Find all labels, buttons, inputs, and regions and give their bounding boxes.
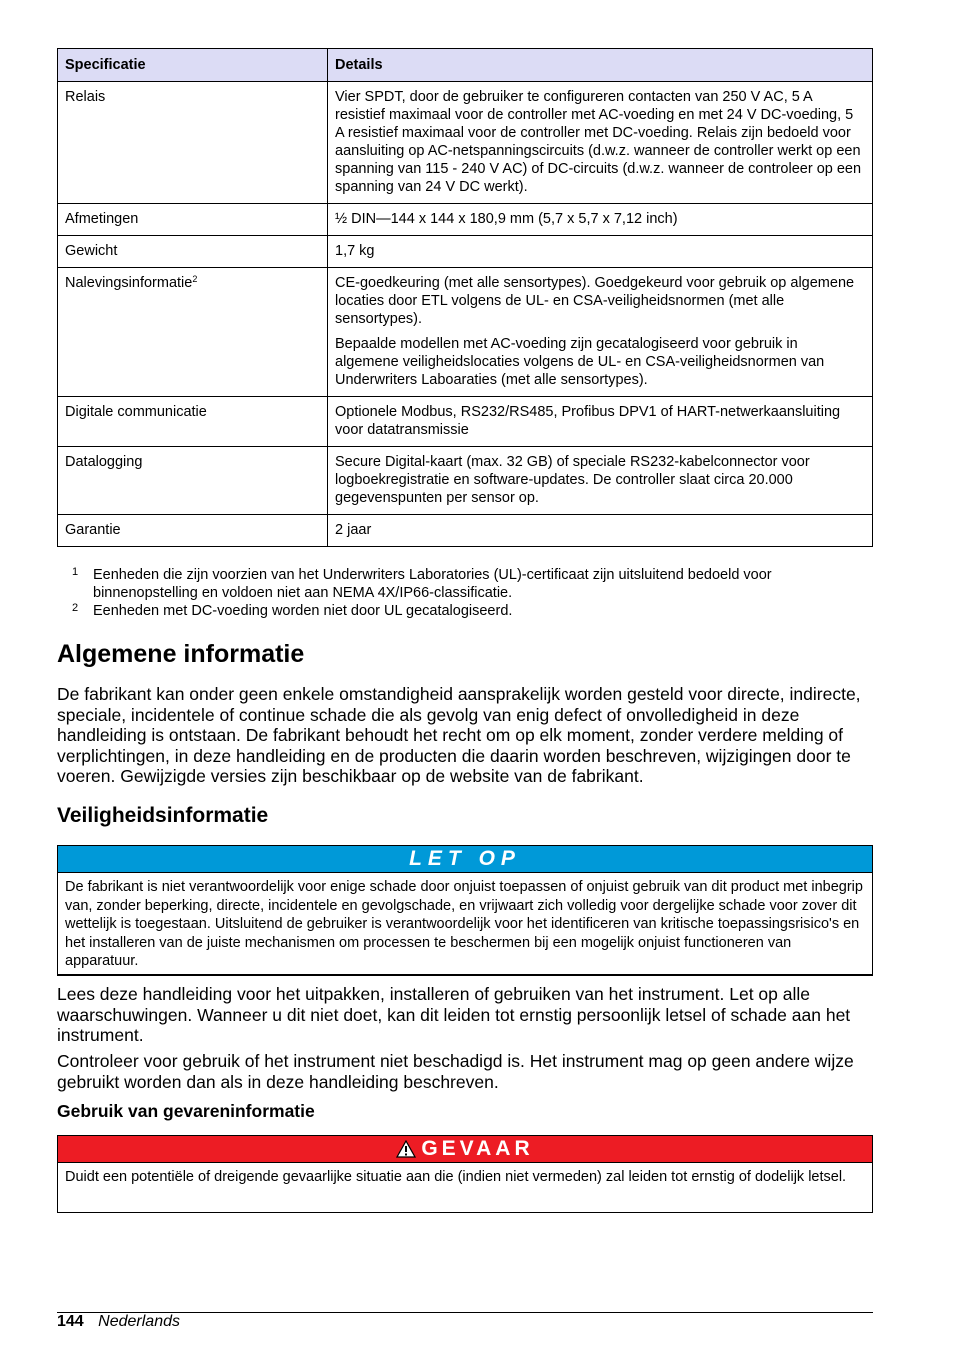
table-row (58, 236, 873, 268)
spec-name: Datalogging (65, 454, 143, 470)
spec-name: Digitale communicatie (65, 404, 207, 420)
spec-details-text: Secure Digital-kaart (max. 32 GB) of speciale RS232-kabelconnector voor logboekregistratie en software-updates. De controller slaat circa 20.000 gegevenspunten per sensor op. (335, 454, 810, 506)
danger-label: GEVAAR (421, 1137, 534, 1160)
caution-header (58, 846, 872, 873)
footer-language: Nederlands (98, 1313, 180, 1330)
page-number: 144 (57, 1313, 84, 1330)
column-header-specification: Specificatie (58, 49, 328, 82)
spec-details-text: 2 jaar (335, 522, 372, 538)
footnotes (57, 566, 873, 620)
spec-details-text: Bepaalde modellen met AC-voeding zijn gecatalogiseerd voor gebruik in algemene veiligheidslocaties volgens de UL- en CSA-veiligheidsnormen van Underwriters Laboaraties (met alle sensortypes). (335, 336, 825, 388)
caution-text: De fabrikant is niet verantwoordelijk voor enige schade door onjuist toepassen of onjuist gebruik van dit product met inbegrip van, zonder beperking, directe, incidentele en gevolgschade, en vrijwaart zich volledig voor dergelijke schade voor zover dit wettelijk is toegestaan. Uitsluitend de gebruiker is verantwoordelijk voor het identificeren van kritische toepassingsrisico's en het installeren van de juiste mechanismen om processen te beschermen bij een mogelijk onjuist functioneren van apparatuur. (65, 879, 863, 969)
table-row (58, 447, 873, 515)
table-body (58, 82, 873, 547)
spec-details-text: 1,7 kg (335, 243, 375, 259)
footnote-reference: 2 (192, 274, 198, 284)
spec-name: Afmetingen (65, 211, 139, 227)
safety-paragraph-2: Controleer voor gebruik of het instrument niet beschadigd is. Het instrument mag op geen andere wijze gebruikt worden dan als in deze handleiding beschreven. (57, 1051, 854, 1092)
spec-name-cell (58, 236, 328, 268)
subsection-title-hazard: Gebruik van gevareninformatie (57, 1101, 315, 1121)
spec-details-text: CE-goedkeuring (met alle sensortypes). Goedgekeurd voor gebruik op algemene locaties door ETL volgens de UL- en CSA-veiligheidsnormen (met alle sensortypes). (335, 275, 855, 327)
table-row (58, 515, 873, 547)
table-header-row (58, 49, 873, 82)
spec-name: Gewicht (65, 243, 118, 259)
section-title-general: Algemene informatie (57, 640, 305, 668)
spec-name: Garantie (65, 522, 121, 538)
section-title-safety: Veiligheidsinformatie (57, 804, 269, 827)
specifications-table (57, 48, 873, 547)
footnote-number: 1 (72, 566, 79, 578)
spec-name-cell (58, 397, 328, 447)
page-footer (57, 1313, 180, 1331)
spec-name: Nalevingsinformatie (65, 275, 193, 291)
table-row (58, 82, 873, 204)
spec-details-cell (328, 447, 873, 515)
danger-box (57, 1135, 873, 1213)
footnote-text: Eenheden die zijn voorzien van het Underwriters Laboratories (UL)-certificaat zijn uitsluitend bedoeld voor binnenopstelling en voldoen niet aan NEMA 4X/IP66-classificatie. (93, 567, 772, 601)
table-row (58, 268, 873, 397)
table-row (58, 204, 873, 236)
spec-name-cell (58, 82, 328, 204)
warning-triangle-icon (396, 1140, 416, 1158)
danger-text: Duidt een potentiële of dreigende gevaarlijke situatie aan die (indien niet vermeden) zal leiden tot ernstig of dodelijk letsel. (65, 1169, 847, 1185)
column-header-details: Details (328, 49, 873, 82)
danger-header (58, 1136, 872, 1163)
spec-details-cell (328, 82, 873, 204)
spec-details-cell (328, 236, 873, 268)
spec-details-cell (328, 268, 873, 397)
general-paragraph: De fabrikant kan onder geen enkele omstandigheid aansprakelijk worden gesteld voor directe, indirecte, speciale, incidentele of continue schade die als gevolg van enig defect of onvolledigheid in deze handleiding is ontstaan. De fabrikant behoudt het recht om op elk moment, zonder verdere melding of verplichtingen, in deze handleiding en de producten die daarin worden beschreven, wijzigingen door te voeren. Gewijzigde versies zijn beschikbaar op de website van de fabrikant. (57, 684, 861, 786)
spec-details-text: ½ DIN—144 x 144 x 180,9 mm (5,7 x 5,7 x 7,12 inch) (335, 211, 678, 227)
spec-details-text: Vier SPDT, door de gebruiker te configureren contacten van 250 V AC, 5 A resistief maximaal voor de controller met AC-voeding en met 24 V DC-voeding, 5 A resistief maximaal voor de controller met DC-voeding. Relais zijn bedoeld voor aansluiting op AC-netspanningscircuits (d.w.z. wanneer de controller werkt op een spanning van 115 - 240 V AC) of DC-circuits (d.w.z. wanneer de controleer op een spanning van 24 V DC werkt). (335, 89, 862, 195)
spec-name-cell (58, 204, 328, 236)
caution-box (57, 845, 873, 976)
footnote-number: 2 (72, 602, 79, 614)
caution-label: LET OP (409, 847, 521, 870)
footnote (57, 602, 873, 620)
spec-details-cell (328, 397, 873, 447)
spec-name-cell (58, 447, 328, 515)
spec-name: Relais (65, 89, 106, 105)
spec-details-cell (328, 204, 873, 236)
spec-details-cell (328, 515, 873, 547)
spec-details-text: Optionele Modbus, RS232/RS485, Profibus DPV1 of HART-netwerkaansluiting voor datatransmissie (335, 404, 841, 438)
footnote-text: Eenheden met DC-voeding worden niet door UL gecatalogiseerd. (93, 603, 513, 619)
safety-paragraph-1: Lees deze handleiding voor het uitpakken, installeren of gebruiken van het instrument. Let op alle waarschuwingen. Wanneer u dit niet doet, kan dit leiden tot ernstig persoonlijk letsel of schade aan het instrument. (57, 984, 851, 1045)
spec-name-cell (58, 515, 328, 547)
spec-name-cell (58, 268, 328, 397)
table-row (58, 397, 873, 447)
footnote (57, 566, 873, 602)
